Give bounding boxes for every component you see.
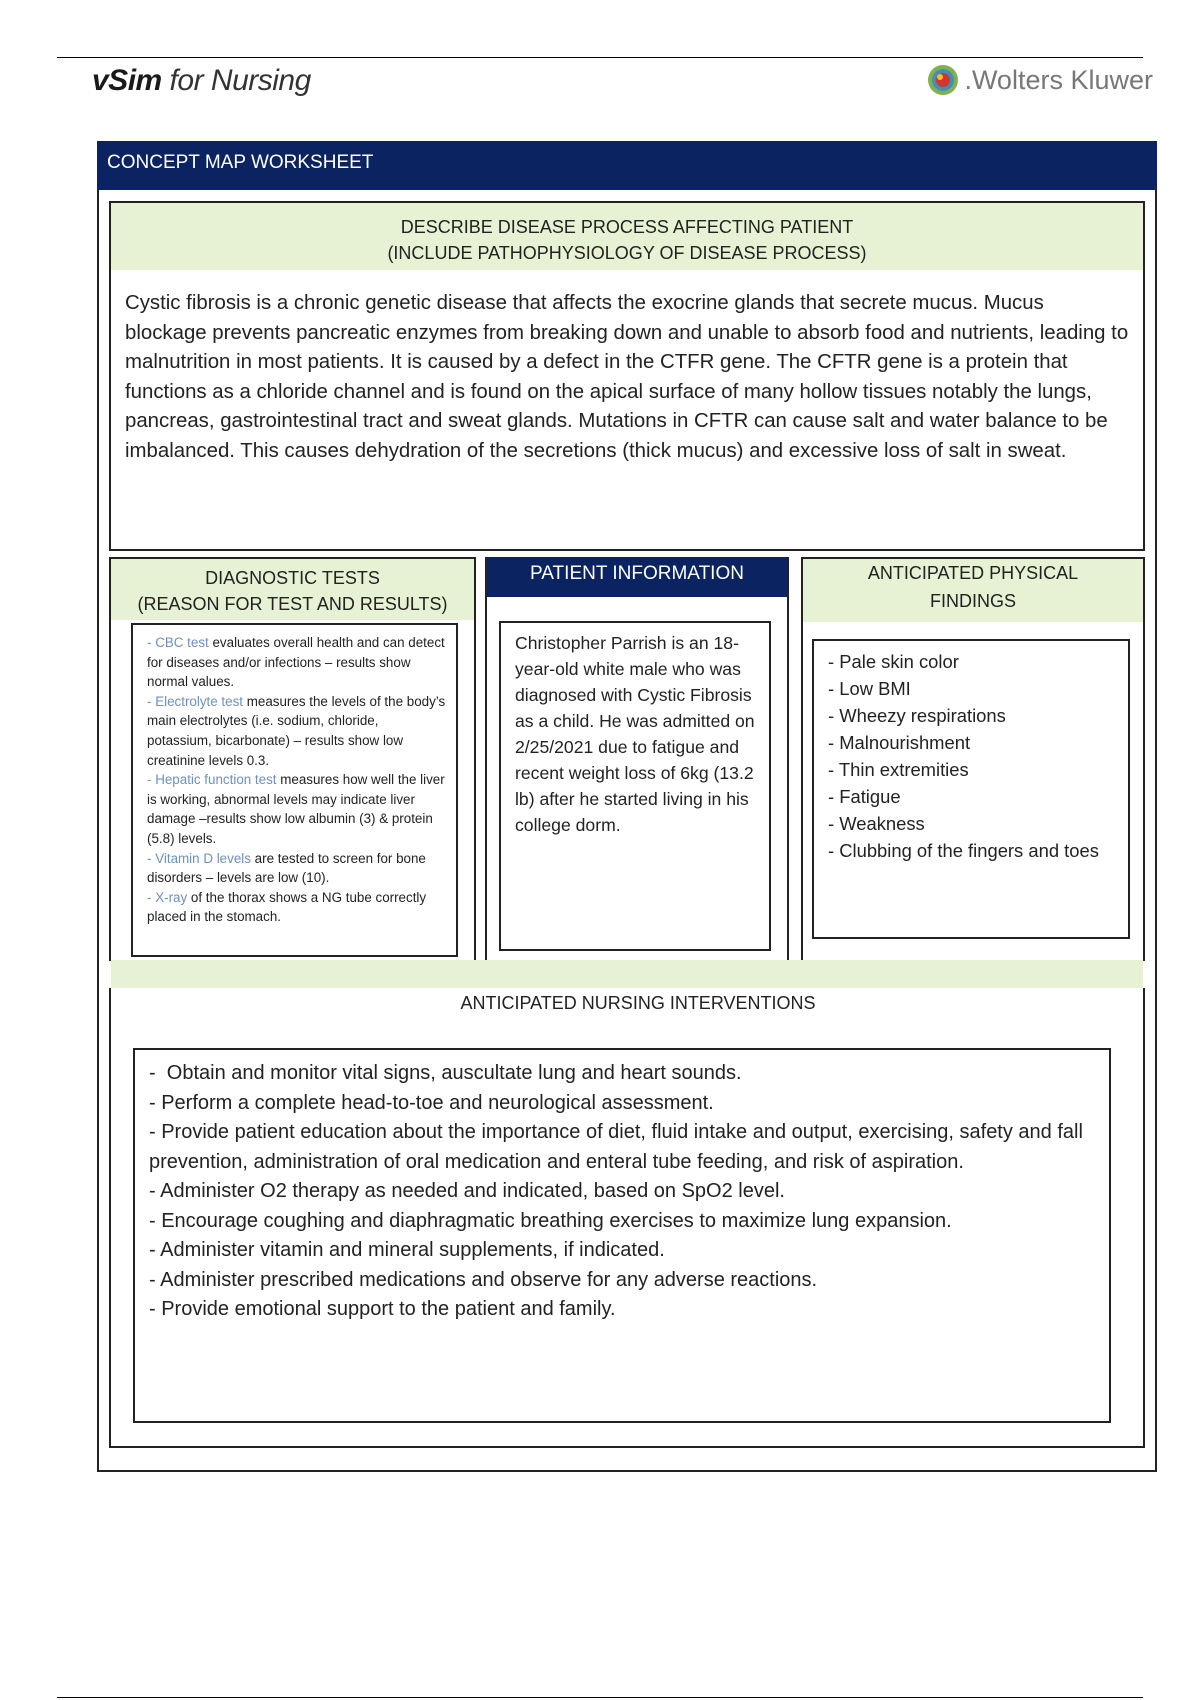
diagnostic-tests-heading <box>111 559 474 620</box>
test-description: measures the levels of the body’s main electrolytes (i.e. sodium, chloride, potassium, bicarbonate) – results show low creatinine levels 0.3. <box>147 693 446 768</box>
bullet: - <box>147 635 156 650</box>
patient-information-heading: PATIENT INFORMATION <box>487 557 787 597</box>
physical-findings-heading <box>803 559 1143 622</box>
nursing-interventions-heading: ANTICIPATED NURSING INTERVENTIONS <box>460 993 816 1013</box>
test-description: evaluates overall health and can detect for diseases and/or infections – results show normal values. <box>147 635 445 690</box>
test-description: of the thorax shows a NG tube correctly placed in the stomach. <box>147 889 427 925</box>
diagnostic-heading-line1: DIAGNOSTIC TESTS <box>205 568 380 588</box>
list-item: - Provide emotional support to the patient and family. <box>149 1298 616 1320</box>
diagnostic-tests-list <box>131 623 458 957</box>
interventions-header-band <box>111 960 1143 988</box>
list-item: - Wheezy respirations <box>828 705 1006 726</box>
list-item <box>147 633 446 692</box>
list-item <box>147 770 446 848</box>
list-item: - Administer O2 therapy as needed and indicated, based on SpO2 level. <box>149 1180 785 1202</box>
list-item <box>147 692 446 770</box>
list-item: - Administer prescribed medications and observe for any adverse reactions. <box>149 1268 818 1291</box>
list-item: - Fatigue <box>828 786 901 807</box>
list-item: - Administer vitamin and mineral supplements, if indicated. <box>149 1239 665 1261</box>
vsim-logo-text: for Nursing <box>161 64 311 97</box>
worksheet-title: CONCEPT MAP WORKSHEET <box>97 141 1157 190</box>
diagnostic-heading-line2: (REASON FOR TEST AND RESULTS) <box>137 594 448 614</box>
test-name: X-ray <box>155 889 188 905</box>
list-item: - Low BMI <box>828 678 911 699</box>
disease-process-heading <box>111 203 1143 270</box>
list-item: - Encourage coughing and diaphragmatic breathing exercises to maximize lung expansion. <box>149 1209 952 1232</box>
nursing-interventions-list <box>133 1048 1111 1423</box>
wolters-kluwer-text: .Wolters Kluwer <box>964 64 1153 95</box>
test-name: Hepatic function test <box>155 772 277 788</box>
list-item: - Thin extremities <box>828 759 969 780</box>
bullet: - <box>147 850 156 866</box>
list-item: - Perform a complete head-to-toe and neurological assessment. <box>149 1091 714 1114</box>
bullet: - <box>147 693 156 709</box>
physical-heading-line2: FINDINGS <box>929 591 1016 611</box>
list-item <box>147 888 446 927</box>
test-description: are tested to screen for bone disorders – levels are low (10). <box>147 850 426 886</box>
bullet: - <box>147 889 156 905</box>
disease-heading-line2: (INCLUDE PATHOPHYSIOLOGY OF DISEASE PROCESS) <box>387 243 867 263</box>
test-description: measures how well the liver is working, abnormal levels may indicate liver damage –results show low albumin (3) & protein (5.8) levels. <box>147 772 445 846</box>
list-item <box>147 849 446 888</box>
disease-process-text: Cystic fibrosis is a chronic genetic disease that affects the exocrine glands that secrete mucus. Mucus blockage prevents pancreatic enzymes from breaking down and unable to absorb food and nutrients, leading to malnutrition in most patients. It is caused by a defect in the CTFR gene. The CFTR gene is a protein that functions as a chloride channel and is found on the apical surface of many hollow tissues notably the lungs, pancreas, gastrointestinal tract and sweat glands. Mutations in CFTR can cause salt and water balance to be imbalanced. This causes dehydration of the secretions (thick mucus) and excessive loss of salt in sweat. <box>125 292 1129 462</box>
list-item: - Provide patient education about the importance of diet, fluid intake and output, exercising, safety and fall prevention, administration of oral medication and enteral tube feeding, and risk of aspiration. <box>149 1121 1089 1173</box>
globe-icon <box>926 63 960 97</box>
disease-heading-line1: DESCRIBE DISEASE PROCESS AFFECTING PATIENT <box>400 217 854 237</box>
list-item: - Obtain and monitor vital signs, auscultate lung and heart sounds. <box>149 1062 742 1084</box>
test-name: Vitamin D levels <box>155 850 251 866</box>
list-item: - Weakness <box>828 813 925 834</box>
wolters-kluwer-logo <box>926 62 1153 98</box>
top-rule <box>57 57 1143 58</box>
vsim-logo <box>92 64 311 98</box>
bullet: - <box>147 772 156 788</box>
bottom-rule <box>57 1697 1143 1698</box>
list-item: - Pale skin color <box>828 651 959 672</box>
test-name: CBC test <box>155 635 209 650</box>
list-item: - Malnourishment <box>828 732 971 753</box>
list-item: - Clubbing of the fingers and toes <box>828 840 1099 861</box>
physical-heading-line1: ANTICIPATED PHYSICAL <box>867 563 1079 583</box>
patient-information-text: Christopher Parrish is an 18-year-old white male who was diagnosed with Cystic Fibrosis as a child. He was admitted on 2/25/2021 due to fatigue and recent weight loss of 6kg (13.2 lb) after he started living in his college dorm. <box>499 621 771 951</box>
vsim-logo-mark: vSim <box>92 64 162 97</box>
physical-findings-list <box>812 639 1130 939</box>
test-name: Electrolyte test <box>155 693 244 709</box>
